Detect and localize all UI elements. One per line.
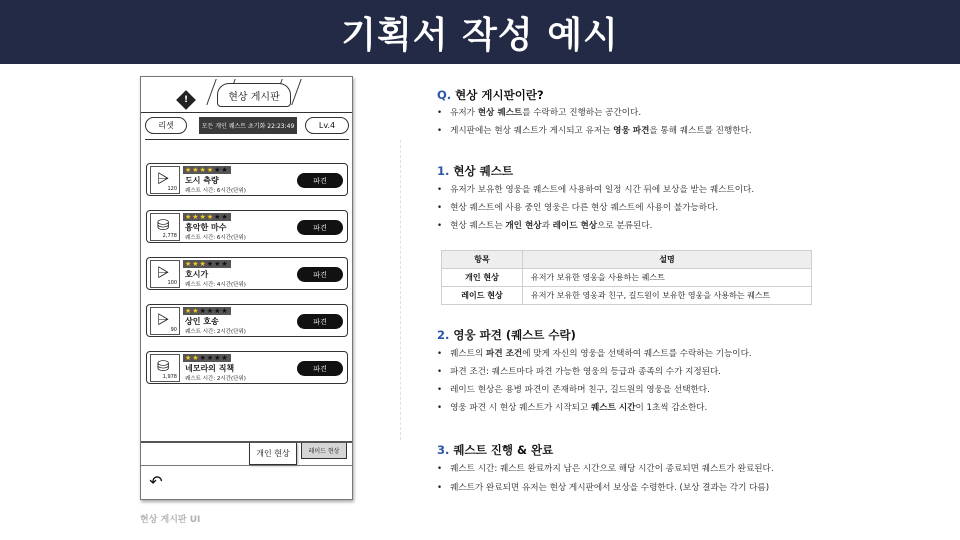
table-header: 항목 <box>442 251 523 269</box>
quest-time: 퀘스트 시간: 2시간(단위) <box>185 376 246 382</box>
quest-card[interactable] <box>146 351 348 384</box>
section-2-title: 2. 영웅 파견 (퀘스트 수락) <box>437 328 576 342</box>
dispatch-button[interactable]: 파견 <box>297 220 343 235</box>
bullet: • 유저가 보유한 영웅을 퀘스트에 사용하여 일정 시간 뒤에 보상을 받는 퀘스트이다. <box>437 183 754 195</box>
bullet: • 퀘스트 시간: 퀘스트 완료까지 남은 시간으로 해당 시간이 종료되면 퀘스트가 완료된다. <box>437 462 774 474</box>
quest-time: 퀘스트 시간: 2시간(단위) <box>185 329 246 335</box>
bullet: • 퀘스트의 파견 조건에 맞게 자신의 영웅을 선택하여 퀘스트를 수락하는 기능이다. <box>437 347 752 359</box>
bottom-bar <box>141 465 352 499</box>
quest-time: 퀘스트 시간: 6시간(단위) <box>185 188 246 194</box>
board-title-badge <box>217 83 291 107</box>
dispatch-button[interactable]: 파견 <box>297 361 343 376</box>
table-row <box>442 269 812 287</box>
compass-icon: ⩥ 90 <box>150 307 180 335</box>
star-rating: ★★★★★★ <box>185 260 229 268</box>
quest-card[interactable] <box>146 163 348 196</box>
table-cell: 레이드 현상 <box>442 287 523 305</box>
reset-button[interactable]: 리셋 <box>145 117 187 134</box>
table-row <box>442 287 812 305</box>
table-header-row <box>442 251 812 269</box>
bullet: • 영웅 파견 시 현상 퀘스트가 시작되고 퀘스트 시간이 1초씩 감소한다. <box>437 401 707 413</box>
bullet: • 게시판에는 현상 퀘스트가 게시되고 유저는 영웅 파견을 통해 퀘스트를 진행한다. <box>437 124 752 136</box>
star-rating: ★★★★★★ <box>185 166 229 174</box>
board-header <box>141 77 352 113</box>
compass-icon: ⩥ 100 <box>150 260 180 288</box>
table-cell: 개인 현상 <box>442 269 523 287</box>
compass-icon: ⩥ 120 <box>150 166 180 194</box>
info-bar <box>145 117 349 135</box>
quest-time: 퀘스트 시간: 6시간(단위) <box>185 235 246 241</box>
bullet: • 레이드 현상은 용병 파견이 존재하며 친구, 길드원의 영웅을 선택한다. <box>437 383 710 395</box>
quest-card[interactable] <box>146 304 348 337</box>
star-rating: ★★★★★★ <box>185 307 229 315</box>
quest-name: 도시 측량 <box>185 176 219 185</box>
quest-card[interactable] <box>146 257 348 290</box>
bullet: • 현상 퀘스트에 사용 중인 영웅은 다른 현상 퀘스트에 사용이 불가능하다. <box>437 201 718 213</box>
divider <box>145 139 349 140</box>
reset-timer: 모든 개인 퀘스트 초기화 22:23:49 <box>199 117 297 134</box>
bullet: • 현상 퀘스트는 개인 현상과 레이드 현상으로 분류된다. <box>437 219 652 231</box>
banner-title: 기획서 작성 예시 <box>341 14 619 56</box>
phone-caption: 현상 게시판 UI <box>140 515 201 525</box>
star-rating: ★★★★★★ <box>185 213 229 221</box>
title-banner <box>0 0 960 64</box>
alert-icon[interactable]: ! <box>176 90 196 110</box>
section-3-title: 3. 퀘스트 진행 & 완료 <box>437 443 554 457</box>
dispatch-button[interactable]: 파견 <box>297 267 343 282</box>
level-badge: Lv.4 <box>305 117 349 134</box>
tab-raid-bounty[interactable]: 레이드 현상 <box>301 443 347 459</box>
section-divider <box>400 140 401 440</box>
section-q-title: Q. 현상 게시판이란? <box>437 88 544 102</box>
tab-personal-bounty[interactable]: 개인 현상 <box>249 443 297 465</box>
board-title: 현상 게시판 <box>228 91 280 103</box>
dispatch-button[interactable]: 파견 <box>297 314 343 329</box>
phone-mockup <box>140 76 353 500</box>
table-cell: 유저가 보유한 영웅과 친구, 길드원이 보유한 영웅을 사용하는 퀘스트 <box>523 287 812 305</box>
quest-name: 흉악한 마수 <box>185 223 227 232</box>
bullet: • 파견 조건: 퀘스트마다 파견 가능한 영웅의 등급과 종족의 수가 지정된다. <box>437 365 721 377</box>
coin-stack-icon: ⛁ 1,978 <box>150 354 180 382</box>
back-arrow-icon[interactable]: ↶ <box>149 471 163 491</box>
dispatch-button[interactable]: 파견 <box>297 173 343 188</box>
bullet: • 퀘스트가 완료되면 유저는 현상 게시판에서 보상을 수령한다. (보상 결과는 각기 다름) <box>437 481 769 493</box>
quest-type-table <box>441 250 812 305</box>
bullet: • 유저가 현상 퀘스트를 수락하고 진행하는 공간이다. <box>437 106 641 118</box>
quest-card[interactable] <box>146 210 348 243</box>
quest-name: 상인 호송 <box>185 317 219 326</box>
table-header: 설명 <box>523 251 812 269</box>
quest-name: 호시가 <box>185 270 209 279</box>
table-cell: 유저가 보유한 영웅을 사용하는 퀘스트 <box>523 269 812 287</box>
quest-name: 네모라의 직책 <box>185 364 235 373</box>
coin-stack-icon: ⛁ 2,778 <box>150 213 180 241</box>
star-rating: ★★★★★★ <box>185 354 229 362</box>
section-1-title: 1. 현상 퀘스트 <box>437 164 513 178</box>
quest-time: 퀘스트 시간: 4시간(단위) <box>185 282 246 288</box>
